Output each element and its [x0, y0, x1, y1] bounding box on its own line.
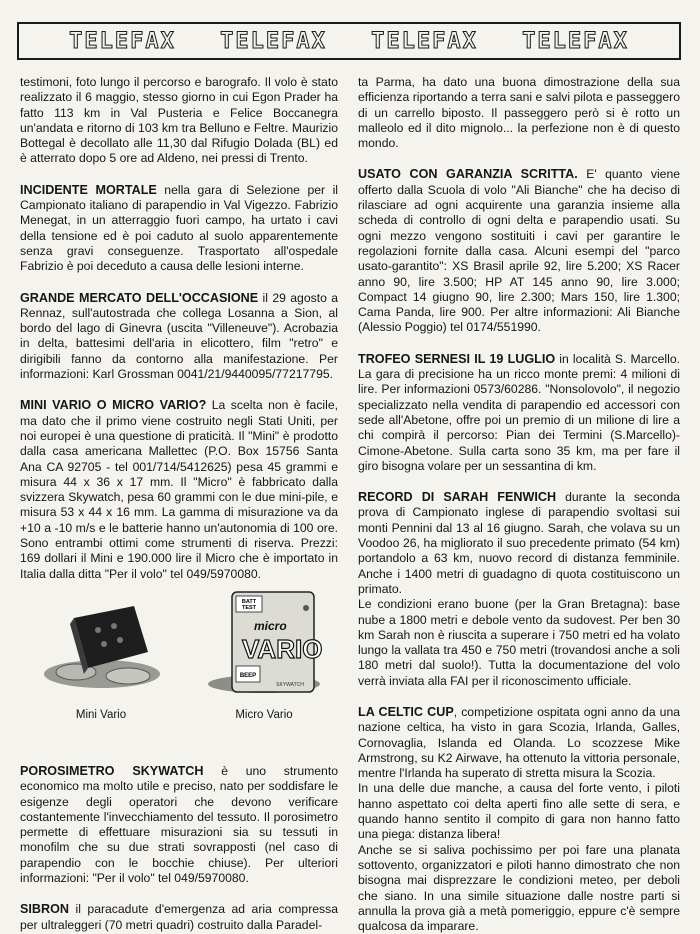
banner-word: TELEFAX: [220, 28, 327, 54]
svg-text:TEST: TEST: [241, 604, 257, 611]
trofeo-heading: TROFEO SERNESI IL 19 LUGLIO: [358, 351, 556, 366]
banner-word: TELEFAX: [69, 28, 176, 54]
celtic-heading: LA CELTIC CUP: [358, 704, 454, 719]
intro-paragraph: testimoni, foto lungo il percorso e barografo. Il volo è stato realizzato il 6 maggio, stesso giorno in cui Egon Prader ha fatto 113 km in Val Pusteria e Felice Boccanegra un'andata e ritorno di 103 km tra Belluno e Feltre. Maurizio Bottegal è decollato alle 11,30 dal Rifugio Dolada (BL) ed è atterrato dopo 5 ore ad Aldeno, nei pressi di Trento.: [20, 75, 338, 166]
incidente-article: [20, 183, 338, 275]
batt-test-label: BATT: [241, 598, 257, 605]
vario-body: La scelta non è facile, ma dato che il primo viene costruito negli Stati Uniti, per noi europei è una questione di praticità. Il "Mini" è prodotto dalla casa americana Mallettec (P.O. Box 15756 Santa Ana CA 92705 - tel 001/714/5412625) pesa 45 grammi e misura 44 x 36 x 17 mm. Il "Micro" è fabbricato dalla svizzera Skywatch, pesa 60 grammi con le due mini-pile, e misura 53 x 44 x 16 mm. La gamma di misurazione va da +10 a -10 m/s e le batterie hanno un'autonomia di 100 ore. Sono entrambi ottimi come strumenti di riserva. Prezzi: 169 dollari il Mini e 190.000 lire il Micro che è importato in Italia dalla ditta "Per il volo" tel 049/5970080.: [20, 398, 338, 581]
vario-heading: MINI VARIO O MICRO VARIO?: [20, 398, 207, 413]
mini-vario-caption: Mini Vario: [75, 708, 127, 721]
vario-model-text: VARIO: [242, 633, 323, 664]
record-paragraph-2: Le condizioni erano buone (per la Gran Bretagna): base nube a 1800 metri e debole vento da sudovest. Per ben 30 km Sarah non è riuscita a superare i 750 metri ed ha volato lungo la vallata tra 450 e 750 metri (trovandosi anche a soli 180 metri dal suolo!). Tutta la documentazione del volo verrà inviata alla FAI per il riconoscimento ufficiale.: [358, 597, 680, 688]
incidente-body: nella gara di Selezione per il Campionato italiano di parapendio in Val Vigezzo. Fabrizio Menegat, in un atterraggio fuori campo, ha urtato i cavi della tensione ed è poi caduto al suolo apparentemente senza gravi conseguenze. Trasportato all'ospedale Fabrizio è poi deceduto a causa delle lesioni interne.: [20, 182, 338, 274]
porosimetro-body: è uno strumento economico ma molto utile e preciso, nato per soddisfare le esigenze degli operatori che devono verificare costantemente l'invecchiamento del tessuto. Il porosimetro permette di effettuare misurazioni sia su tessuti in monofilm che su due strati sovrapposti (nel caso di parapendio con le bocchie chiuse). Per ulteriori informazioni: "Per il volo" tel 049/5970080.: [20, 763, 338, 885]
porosimetro-article: [20, 764, 338, 886]
porosimetro-heading: POROSIMETRO SKYWATCH: [20, 763, 204, 778]
usato-heading: USATO CON GARANZIA SCRITTA.: [358, 167, 578, 182]
skywatch-label: SKYWATCH: [276, 681, 304, 688]
micro-brand-text: micro: [254, 618, 287, 633]
record-body: durante la seconda prova di Campionato inglese di parapendio svoltasi sui monti Pennini dal 13 al 16 giugno. Sarah, che volava su un Voodoo 26, ha migliorato il suo precedente primato (54 km) portandolo a 63 km, nuovo record di distanza femminile. Anche i 1400 metri di guadagno di quota costituiscono un primato.: [358, 490, 680, 596]
sibron-continued: ta Parma, ha dato una buona dimostrazione della sua efficienza riportando a terra sani e salvi pilota e passeggero di un carrello biposto. Il passeggero però si è rotto un malleolo ed il dito mignolo... la perfezione non è di questo mondo.: [358, 75, 680, 151]
celtic-paragraph-3: Anche se si saliva pochissimo per poi fare una planata sottovento, organizzatori e piloti hanno dimostrato che non bisogna mai disprezzare le condizioni meteo, per deboli che siano. In una simile situazione dalle nostre parti si annulla la prova già a metà pomeriggio, eppure c'è sempre qualcosa da imparare.: [358, 842, 680, 934]
micro-vario-caption: Micro Vario: [235, 708, 293, 721]
right-column: [358, 75, 680, 934]
banner-word: TELEFAX: [371, 28, 478, 54]
mini-vario-photo: [36, 588, 166, 700]
sibron-article: [20, 902, 338, 933]
micro-vario-photo: [194, 588, 334, 700]
usato-body: E' quanto viene offerto dalla Scuola di volo "Ali Bianche" che ha deciso di rilasciare ad ogni acquirente una garanzia insieme alla scheda di controllo di ogni delta e parapendio usati. Su ogni mezzo vengono sostituiti i cavi per garantire le regolazioni fornite dalla casa. Alcuni esempi del "parco usato-garantito": XS Brasil aprile 92, lire 5.200; XS Racer anno 90, lire 3.500; HP AT 145 anno 90, lire 3.000; Compact 14 giugno 90, lire 2.300; Mars 150, lire 1.300; Cama Panda, lire 900. Per altre informazioni: Ali Bianche (Alessio Poggio) tel 0174/551990.: [358, 167, 680, 335]
record-article: [358, 490, 680, 597]
celtic-paragraph-2: In una delle due manche, a causa del forte vento, i piloti hanno aspettato coi delta aperti fino alle sette di sera, e quando hanno sentito il compito di gara non hanno fatto una piega: distanza libera!: [358, 781, 680, 842]
celtic-body: , competizione ospitata ogni anno da una nazione celtica, ha visto in gara Scozia, Irlanda, Galles, Cornovaglia, Islanda ed Olanda. Lo scozzese Mike Armstrong, su K2 Airwave, ha ottenuto la vittoria personale, mentre l'Irlanda ha superato di stretta misura la Scozia.: [358, 704, 680, 781]
celtic-article: [358, 705, 680, 781]
sibron-body: il paracadute d'emergenza ad aria compressa per ultraleggeri (70 metri quadri) costruito dalla Paradel-: [20, 902, 338, 932]
left-column: [20, 75, 338, 933]
usato-article: [358, 167, 680, 335]
incidente-heading: INCIDENTE MORTALE: [20, 182, 157, 197]
trofeo-article: [358, 352, 680, 474]
mercato-article: [20, 291, 338, 383]
vario-photos: [20, 588, 338, 738]
telefax-banner: [17, 22, 681, 60]
beep-label: BEEP: [239, 672, 257, 679]
trofeo-body: in località S. Marcello. La gara di precisione ha un ricco monte premi: 4 milioni di lire. Per informazioni 0573/60286. "Nonsolovolo", il negozio specializzato nella vendita di parapendio ed accessori con sede all'Abetone, offre poi un premio di un milione di lire a chi compirà il percorso: Pian dei Termini (S.Marcello)-Cimone-Abetone. Sulla carta sono 35 km, ma per fare il giro bisogna volare per un sessantina di km.: [358, 351, 680, 473]
vario-article: [20, 398, 338, 582]
sibron-heading: SIBRON: [20, 902, 69, 917]
mercato-body: il 29 agosto a Rennaz, sull'autostrada che collega Losanna a Sion, al bordo del lago di Ginevra (uscita "Villeneuve"). Acrobazia in delta, battesimi dell'aria in elicottero, film "retro" e dirigibili fanno da contorno alla manifestazione. Per informazioni: Karl Grossman 0041/21/9440095/77217795.: [20, 290, 339, 382]
record-heading: RECORD DI SARAH FENWICH: [358, 490, 557, 505]
banner-word: TELEFAX: [522, 28, 629, 54]
mercato-heading: GRANDE MERCATO DELL'OCCASIONE: [20, 290, 259, 305]
